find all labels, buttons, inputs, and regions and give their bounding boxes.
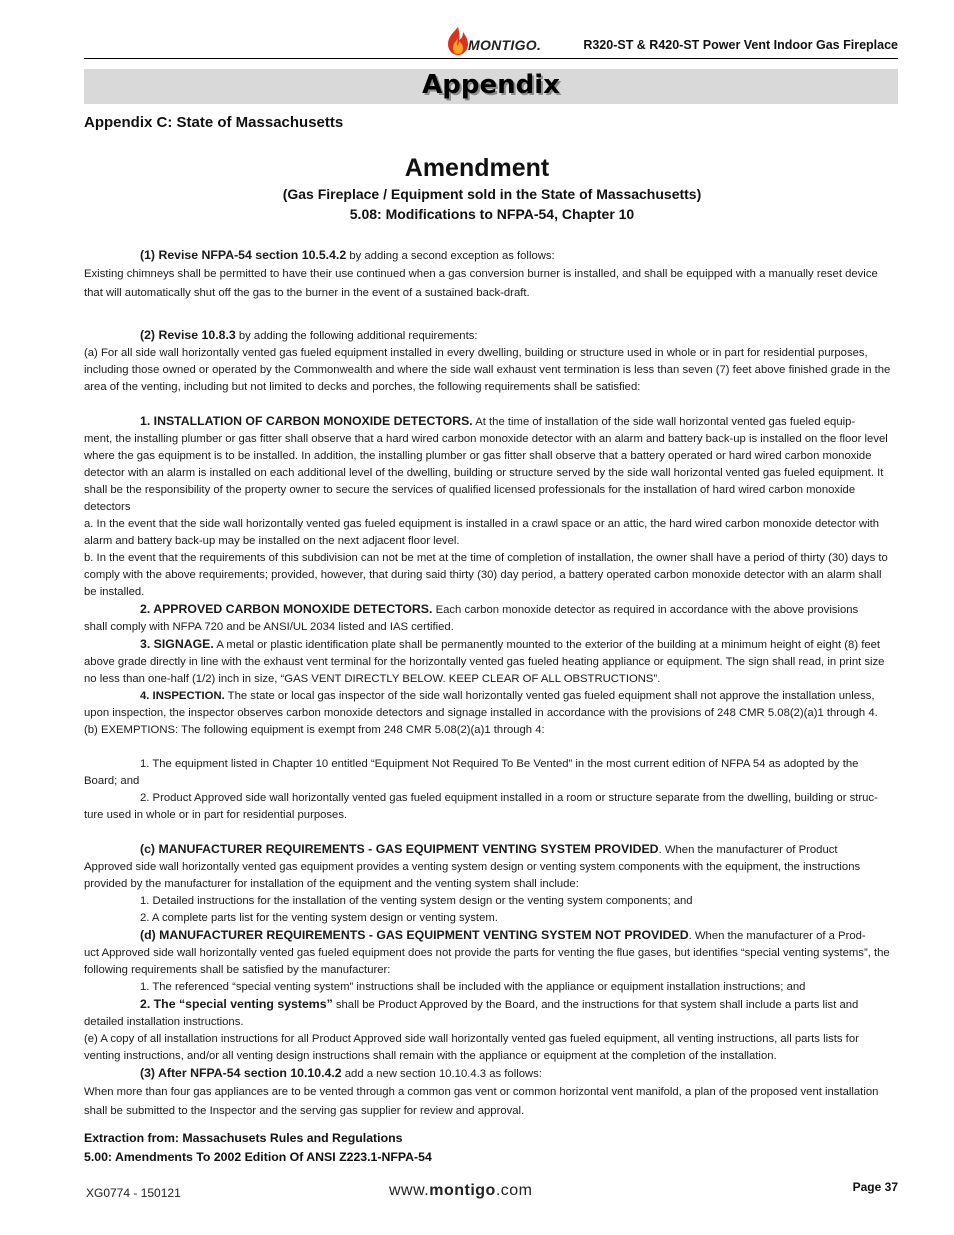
revision-1-text: Existing chimneys shall be permitted to have their use continued when a gas conversion burner is installed, and shall be equipped with a manually reset device that will automatically shut off the gas to the burner in the event of a sustained back-draft.	[84, 268, 878, 299]
document-code: XG0774 - 150121	[86, 1186, 181, 1200]
requirement-c-2: 2. A complete parts list for the venting system design or venting system.	[140, 912, 498, 924]
page-number: Page 37	[852, 1180, 898, 1194]
extraction-line-1: Extraction from: Massachusets Rules and Regulations	[84, 1131, 403, 1145]
banner-title: Appendix	[422, 70, 560, 100]
requirement-d-1: 1. The referenced “special venting system” instructions shall be included with the appliance or equipment installation instructions; and	[140, 981, 806, 993]
approved-detectors-text: shall comply with NFPA 720 and be ANSI/UL 2034 listed and IAS certified.	[84, 621, 454, 633]
co-detectors-text: ment, the installing plumber or gas fitter shall observe that a hard wired carbon monoxide detector with an alarm and battery back-up is installed on the floor level where the gas equipment is to be installed. In addition, the installing plumber or gas fitter shall observe that a battery operated or hard wired carbon monoxide detector with an alarm is installed on each additional level of the dwelling, building or structure served by the side wall horizontal vented gas fueled equipment. It shall be the responsibility of the property owner to secure the services of qualified licensed professionals for the installation of hard wired carbon monoxide detectors	[84, 433, 888, 513]
exemption-2-first: 2. Product Approved side wall horizontally vented gas fueled equipment installed in a room or structure separate from the dwelling, building or struc-	[140, 792, 878, 804]
inspection-heading: 4. INSPECTION. The state or local gas inspector of the side wall horizontally vented gas fueled equipment shall not approve the installation unless,	[140, 690, 875, 702]
requirement-c-text: Approved side wall horizontally vented gas equipment provides a venting system design or venting system components with the equipment, the instructions provided by the manufacturer for installation of the equipment and the venting system shall include:	[84, 861, 861, 890]
montigo-logo	[444, 26, 541, 56]
exemption-1-first: 1. The equipment listed in Chapter 10 entitled “Equipment Not Required To Be Vented” in the most current edition of NFPA 54 as adopted by the	[140, 758, 859, 770]
revision-3-heading: (3) After NFPA-54 section 10.10.4.2 add a new section 10.10.4.3 as follows:	[140, 1066, 542, 1080]
extraction-line-2: 5.00: Amendments To 2002 Edition Of ANSI Z223.1-NFPA-54	[84, 1150, 432, 1164]
revision-3-text: When more than four gas appliances are to be vented through a common gas vent or common horizontal vent manifold, a plan of the proposed vent installation shall be submitted to the Inspector and the serving gas supplier for review and approval.	[84, 1086, 879, 1117]
extraction-note	[84, 1129, 432, 1167]
revision-2-heading: (2) Revise 10.8.3 by adding the following additional requirements:	[140, 328, 478, 342]
requirement-d-text: uct Approved side wall horizontally vented gas fueled equipment does not provide the parts for venting the flue gases, but identifies “special venting systems”, the following requirements shall be satisfied by the manufacturer:	[84, 947, 890, 976]
amendment-section: 5.08: Modifications to NFPA-54, Chapter 10	[349, 206, 635, 222]
requirement-c-heading: (c) MANUFACTURER REQUIREMENTS - GAS EQUIPMENT VENTING SYSTEM PROVIDED. When the manufacturer of Product	[140, 842, 838, 856]
requirement-e-text: (e) A copy of all installation instructions for all Product Approved side wall horizontally vented gas fueled equipment, all venting instructions, all parts lists for venting instructions, and/or all venting design instructions shall remain with the appliance or equipment at the completion of the installation.	[84, 1033, 859, 1062]
requirement-d-2-text: detailed installation instructions.	[84, 1016, 244, 1028]
requirement-d-heading: (d) MANUFACTURER REQUIREMENTS - GAS EQUIPMENT VENTING SYSTEM NOT PROVIDED. When the manufacturer of a Prod-	[140, 928, 866, 942]
co-detectors-a: a. In the event that the side wall horizontally vented gas fueled equipment is installed in a crawl space or an attic, the hard wired carbon monoxide detector with alarm and battery back-up may be installed on the next adjacent floor level.	[84, 518, 880, 547]
revision-2-a: (a) For all side wall horizontally vented gas fueled equipment installed in every dwelling, building or structure used in whole or in part for residential purposes, including those owned or operated by the Commonwealth and where the side wall exhaust vent termination is less than seven (7) feet above finished grade in the area of the venting, including but not limited to decks and porches, the following requirements shall be satisfied:	[84, 347, 891, 393]
co-detectors-b: b. In the event that the requirements of this subdivision can not be met at the time of completion of installation, the owner shall have a period of thirty (30) days to comply with the above requirements; provided, however, that during said thirty (30) day period, a battery operated carbon monoxide detector with an alarm shall be installed.	[84, 552, 888, 598]
exemption-2-text: ture used in whole or in part for residential purposes.	[84, 809, 348, 821]
approved-detectors-heading: 2. APPROVED CARBON MONOXIDE DETECTORS. Each carbon monoxide detector as required in accordance with the above provisions	[140, 602, 859, 616]
co-detectors-heading: 1. INSTALLATION OF CARBON MONOXIDE DETECTORS. At the time of installation of the side wall horizontal vented gas fueled equip-	[140, 414, 856, 428]
requirement-d-2-heading: 2. The “special venting systems” shall be Product Approved by the Board, and the instructions for that system shall include a parts list and	[140, 997, 859, 1011]
signage-heading: 3. SIGNAGE. A metal or plastic identification plate shall be permanently mounted to the exterior of the building at a minimum height of eight (8) feet	[140, 637, 881, 651]
page-header	[84, 22, 898, 59]
website-link[interactable]: www.montigo.com	[389, 1182, 533, 1199]
document-body	[84, 247, 896, 1121]
section-heading: Appendix C: State of Massachusetts	[84, 114, 344, 131]
signage-text: above grade directly in line with the exhaust vent terminal for the horizontally vented gas fueled heating appliance or equipment. The sign shall read, in print size no less than one-half (1/2) inch in size, “GAS VENT DIRECTLY BELOW. KEEP CLEAR OF ALL OBSTRUCTIONS”.	[84, 656, 885, 685]
inspection-text: upon inspection, the inspector observes carbon monoxide detectors and signage installed in accordance with the provisions of 248 CMR 5.08(2)(a)1 through 4.	[84, 707, 878, 719]
exemption-1-text: Board; and	[84, 775, 140, 787]
requirement-c-1: 1. Detailed instructions for the installation of the venting system design or the venting system components; and	[140, 895, 693, 907]
appendix-banner	[84, 69, 898, 104]
logo-wordmark: MONTIGO.	[468, 37, 542, 53]
revision-1-heading: (1) Revise NFPA-54 section 10.5.4.2 by adding a second exception as follows:	[140, 248, 555, 262]
amendment-subtitle: (Gas Fireplace / Equipment sold in the State of Massachusetts)	[282, 186, 702, 202]
exemptions-text: (b) EXEMPTIONS: The following equipment is exempt from 248 CMR 5.08(2)(a)1 through 4:	[84, 724, 545, 736]
product-title: R320-ST & R420-ST Power Vent Indoor Gas Fireplace	[583, 38, 898, 52]
amendment-title: Amendment	[404, 154, 550, 182]
